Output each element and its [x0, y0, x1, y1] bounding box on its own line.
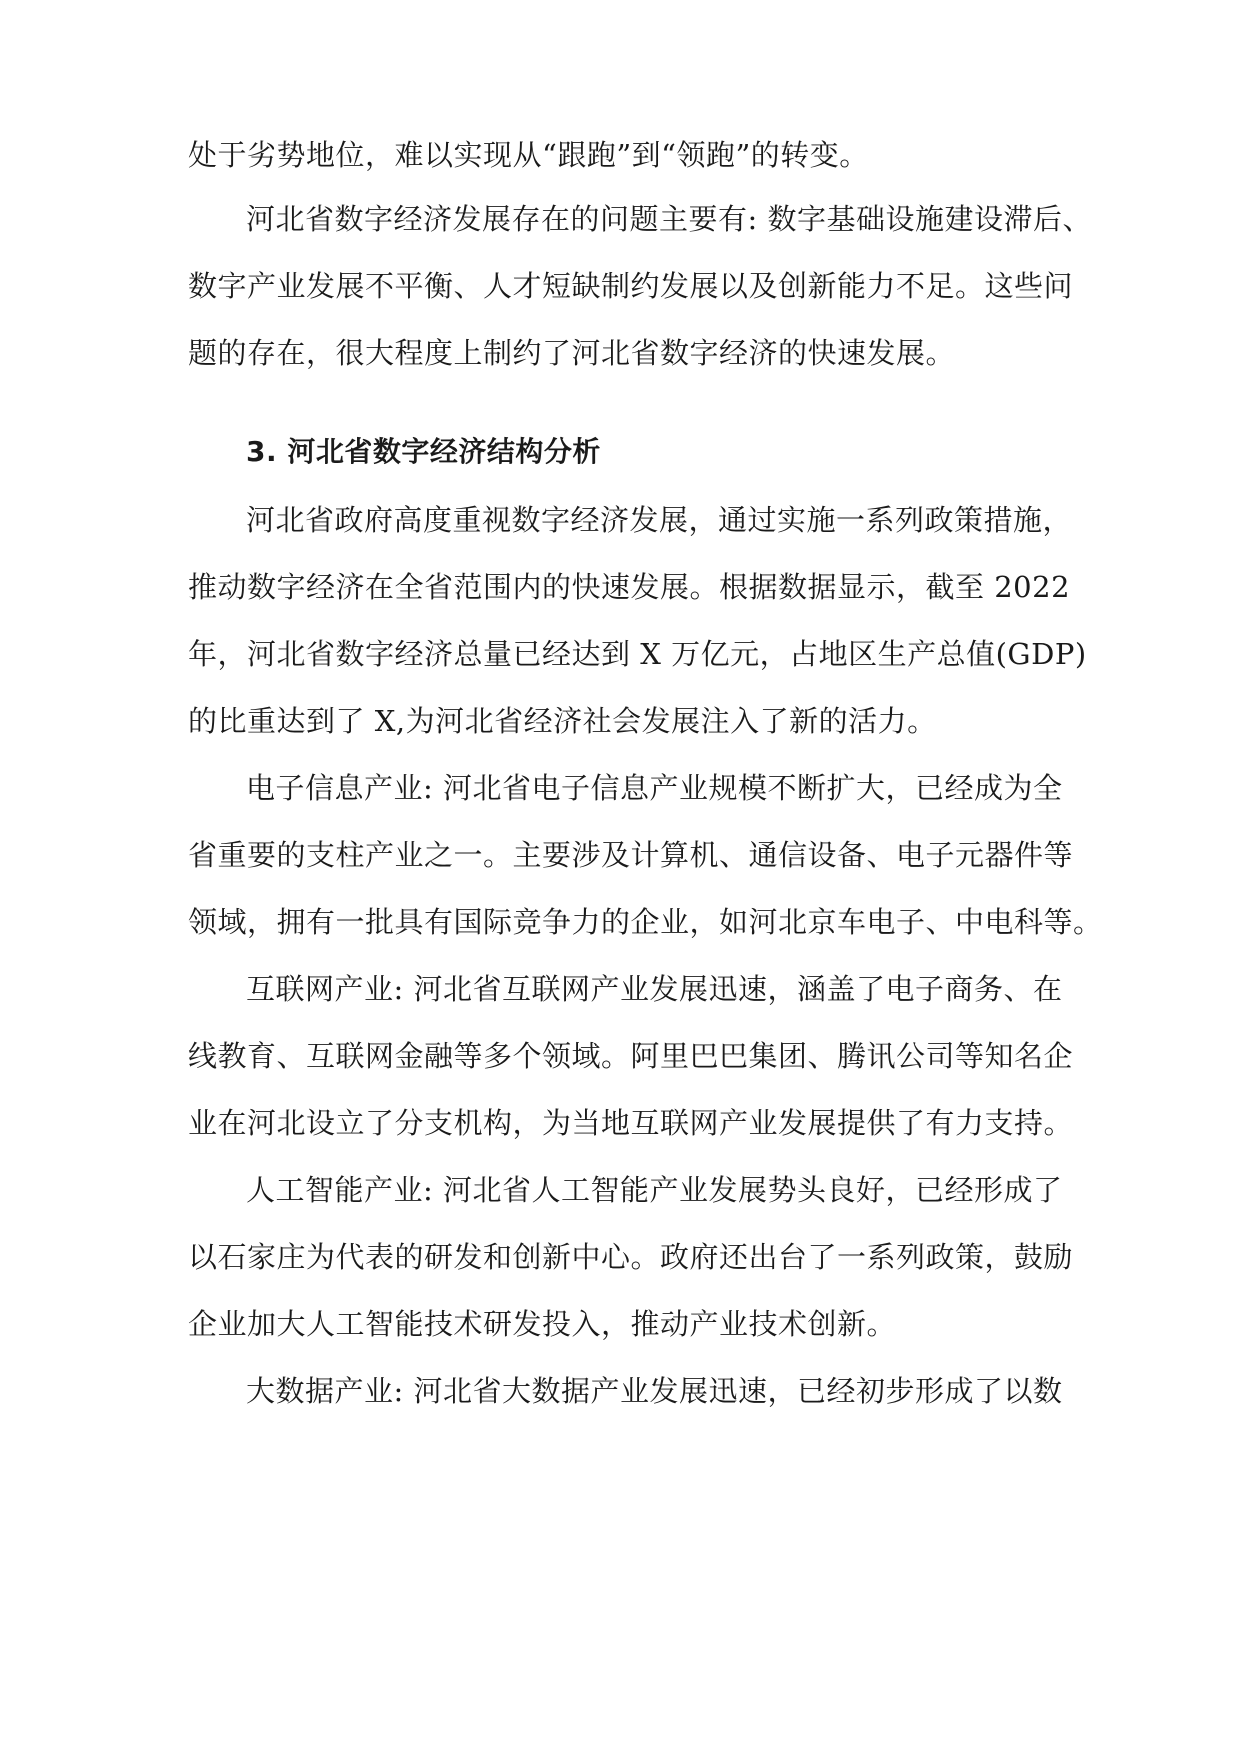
paragraph-line: 河北省数字经济发展存在的问题主要有: 数字基础设施建设滞后、 — [246, 202, 1092, 236]
text-line: 推动数字经济在全省范围内的快速发展。根据数据显示，截至 2022 — [188, 570, 1071, 604]
paragraph-line: 大数据产业: 河北省大数据产业发展迅速，已经初步形成了以数 — [246, 1374, 1063, 1408]
text-line: 年，河北省数字经济总量已经达到 X 万亿元，占地区生产总值(GDP) — [188, 637, 1087, 671]
text-line: 以石家庄为代表的研发和创新中心。政府还出台了一系列政策，鼓励 — [188, 1240, 1074, 1274]
text-line: 数字产业发展不平衡、人才短缺制约发展以及创新能力不足。这些问 — [188, 269, 1074, 303]
text-line: 省重要的支柱产业之一。主要涉及计算机、通信设备、电子元器件等 — [188, 838, 1074, 872]
text-line: 业在河北设立了分支机构，为当地互联网产业发展提供了有力支持。 — [188, 1106, 1074, 1140]
text-line: 线教育、互联网金融等多个领域。阿里巴巴集团、腾讯公司等知名企 — [188, 1039, 1074, 1073]
section-heading: 3. 河北省数字经济结构分析 — [246, 435, 601, 468]
text-line: 的比重达到了 X,为河北省经济社会发展注入了新的活力。 — [188, 704, 937, 738]
text-line: 处于劣势地位，难以实现从“跟跑”到“领跑”的转变。 — [188, 138, 869, 172]
paragraph-line: 电子信息产业: 河北省电子信息产业规模不断扩大，已经成为全 — [246, 771, 1063, 805]
text-line: 企业加大人工智能技术研发投入，推动产业技术创新。 — [188, 1307, 897, 1341]
paragraph-line: 人工智能产业: 河北省人工智能产业发展势头良好，已经形成了 — [246, 1173, 1063, 1207]
paragraph-line: 河北省政府高度重视数字经济发展，通过实施一系列政策措施， — [246, 503, 1073, 537]
text-line: 领域，拥有一批具有国际竞争力的企业，如河北京车电子、中电科等。 — [188, 905, 1103, 939]
paragraph-line: 互联网产业: 河北省互联网产业发展迅速，涵盖了电子商务、在 — [246, 972, 1063, 1006]
text-line: 题的存在，很大程度上制约了河北省数字经济的快速发展。 — [188, 336, 956, 370]
